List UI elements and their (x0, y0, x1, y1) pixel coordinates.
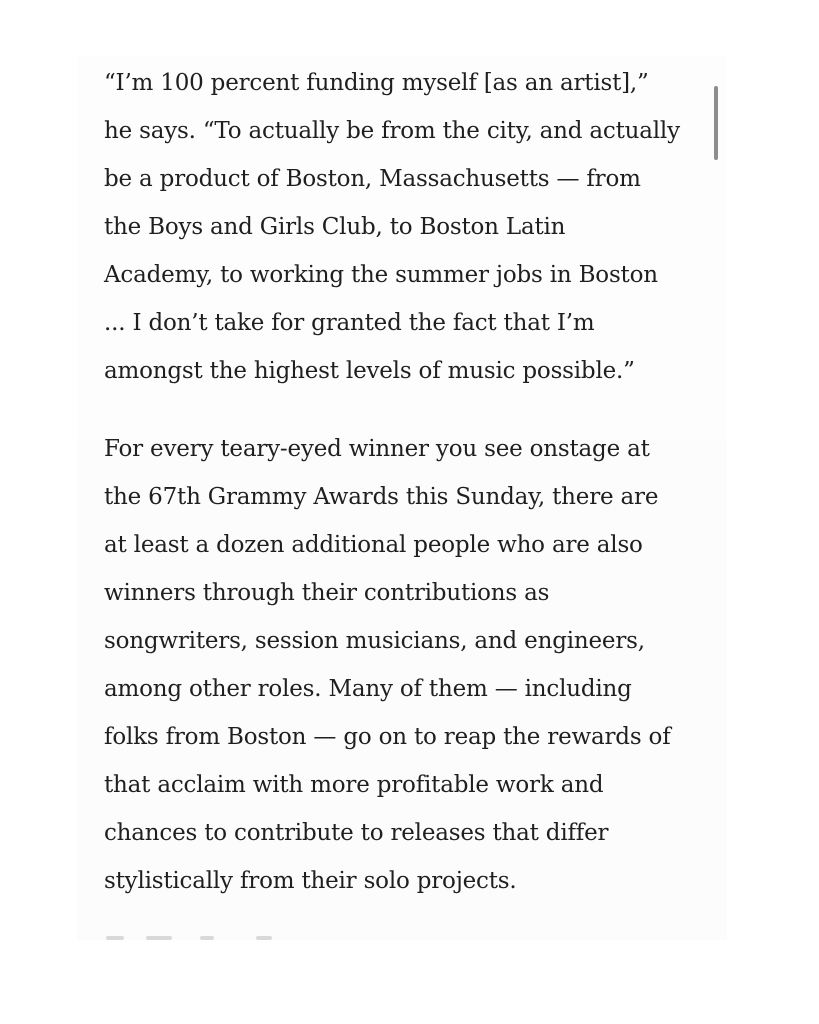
paragraph-line: chances to contribute to releases that differ (104, 820, 609, 846)
paragraph-line: Academy, to working the summer jobs in Boston (104, 262, 658, 288)
paragraph-line: among other roles. Many of them — including (104, 676, 632, 702)
paragraph-line: For every teary-eyed winner you see onstage at (104, 436, 650, 462)
paragraph-line: amongst the highest levels of music possible.” (104, 358, 635, 384)
paragraph-line: stylistically from their solo projects. (104, 868, 517, 894)
scrollbar-thumb[interactable] (714, 86, 718, 160)
paragraph-line: ... I don’t take for granted the fact that I’m (104, 310, 595, 336)
paragraph-line: that acclaim with more profitable work and (104, 772, 604, 798)
faded-glyph (146, 936, 172, 940)
faded-glyph (200, 936, 214, 940)
article-paragraph (104, 59, 724, 395)
paragraph-line: the 67th Grammy Awards this Sunday, there are (104, 484, 659, 510)
paragraph-line: the Boys and Girls Club, to Boston Latin (104, 214, 566, 240)
paragraph-line: songwriters, session musicians, and engineers, (104, 628, 645, 654)
paragraph-line: be a product of Boston, Massachusetts — from (104, 166, 641, 192)
paragraph-line: winners through their contributions as (104, 580, 550, 606)
paragraph-line: “I’m 100 percent funding myself [as an artist],” (104, 70, 649, 96)
truncated-next-line (106, 936, 276, 942)
paragraph-line: he says. “To actually be from the city, and actually (104, 118, 680, 144)
paragraph-line: folks from Boston — go on to reap the rewards of (104, 724, 671, 750)
faded-glyph (256, 936, 272, 940)
faded-glyph (106, 936, 124, 940)
article-paragraph (104, 425, 724, 905)
paragraph-line: at least a dozen additional people who are also (104, 532, 643, 558)
